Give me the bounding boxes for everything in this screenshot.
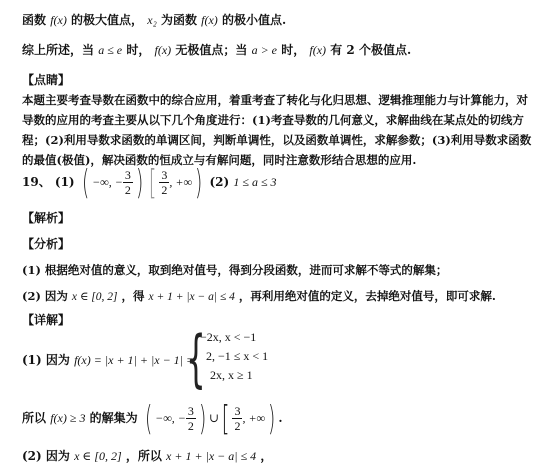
piecewise-function [186,322,306,395]
text: ，所以 [125,449,162,463]
section-header-xiangjie: 【详解】 [22,313,71,327]
line-maxmin-points [22,12,286,28]
text: 的极小值点. [221,13,287,27]
open-bracket: [ [221,398,230,439]
text: (2) 因为 [22,289,68,303]
fenxi-step-1: (1) 根据绝对值的意义，取到绝对值号，得到分段函数，进而可求解不等式的解集； [22,263,448,277]
text: ，得 [121,289,145,303]
fenxi-step-2 [22,288,496,305]
text: 综上所述，当 [22,43,95,57]
math-answer: 1 ≤ a ≤ 3 [233,175,277,189]
part-label: (1) [54,175,75,189]
math-neg-inf: −∞, − [155,411,186,425]
math-fx: f(x) [309,43,327,57]
xiangjie-step-2 [22,398,283,438]
case-1: −2x, x < −1 [200,330,257,344]
brace: { [186,322,206,395]
math-cond: a ≤ e [98,43,123,57]
open-paren: ( [81,162,90,203]
xiangjie-step-1 [22,352,194,368]
text: (2) 因为 [22,449,70,463]
open-paren: ( [144,398,153,439]
fraction: $\frac{3}{2}$ [124,168,131,197]
text: 有 2 个极值点. [330,43,412,57]
math-pos-inf: , +∞ [169,175,192,189]
math-cond: x ∈ [0, 2] [74,449,122,463]
math-cond: a > e [251,43,277,57]
fraction: $\frac{3}{2}$ [234,404,241,433]
text: ，再利用绝对值的定义，去掉绝对值号，即可求解. [238,289,496,303]
xiangjie-step-3 [22,448,272,464]
text: . [278,411,283,425]
section-header-fenxi: 【分析】 [22,237,71,251]
fraction: $\frac{3}{2}$ [187,404,194,433]
text: 时， [281,43,306,57]
section-header-dianjing: 【点睛】 [22,73,71,87]
question-number: 19、 [22,175,51,189]
math-fx: f(x) [50,13,67,27]
text: 的极大值点， [71,13,144,27]
close-paren: ) [194,162,203,203]
text: 所以 [22,411,47,425]
text: 无极值点；当 [175,43,248,57]
math-ineq: x + 1 + |x − a| ≤ 4 [148,291,235,303]
math-pos-inf: , +∞ [242,411,266,425]
text: (1) 因为 [22,353,70,367]
q19-answer-line [22,162,277,202]
dianjing-paragraph: 本题主要考查导数在函数中的综合应用，着重考查了转化与化归思想、逻辑推理能力与计算能力，对导数的应用的考查主要从以下几个角度进行：(1)考查导数的几何意义，求解曲线在某点处的切线方程；(2)利用导数求函数的单调区间，判断单调性，以及函数单调性，求解参数；(3)利用导数求函数的最值(极值)，解决函数的恒成立与有解问题，同时注意数形结合思想的应用. [22,93,532,167]
math-ineq: x + 1 + |x − a| ≤ 4 [166,449,257,463]
text: ， [260,449,273,463]
close-paren: ) [268,398,276,439]
union-symbol: ∪ [209,411,220,425]
math-ineq: f(x) ≥ 3 [50,411,86,425]
open-bracket: [ [148,162,157,203]
math-fx: f(x) [154,43,172,57]
close-paren: ) [198,398,207,439]
part-label: (2) [209,175,230,189]
math-fx: f(x) [201,13,218,27]
math-x2: x₂ [147,13,157,27]
fraction: $\frac{3}{2}$ [161,168,168,197]
text: 时， [126,43,151,57]
math-neg-inf: −∞, − [92,175,123,189]
close-paren: ) [135,162,144,203]
text: 为函数 [160,13,197,27]
case-3: 2x, x ≥ 1 [210,368,253,382]
text: 的解集为 [89,411,138,425]
math-cond: x ∈ [0, 2] [71,291,118,303]
section-header-jiexi: 【解析】 [22,211,71,225]
line-conclusion [22,42,411,58]
case-2: 2, −1 ≤ x < 1 [206,349,269,363]
math-fx-def: f(x) = |x + 1| + |x − 1| = [74,353,195,367]
text: 函数 [22,13,47,27]
